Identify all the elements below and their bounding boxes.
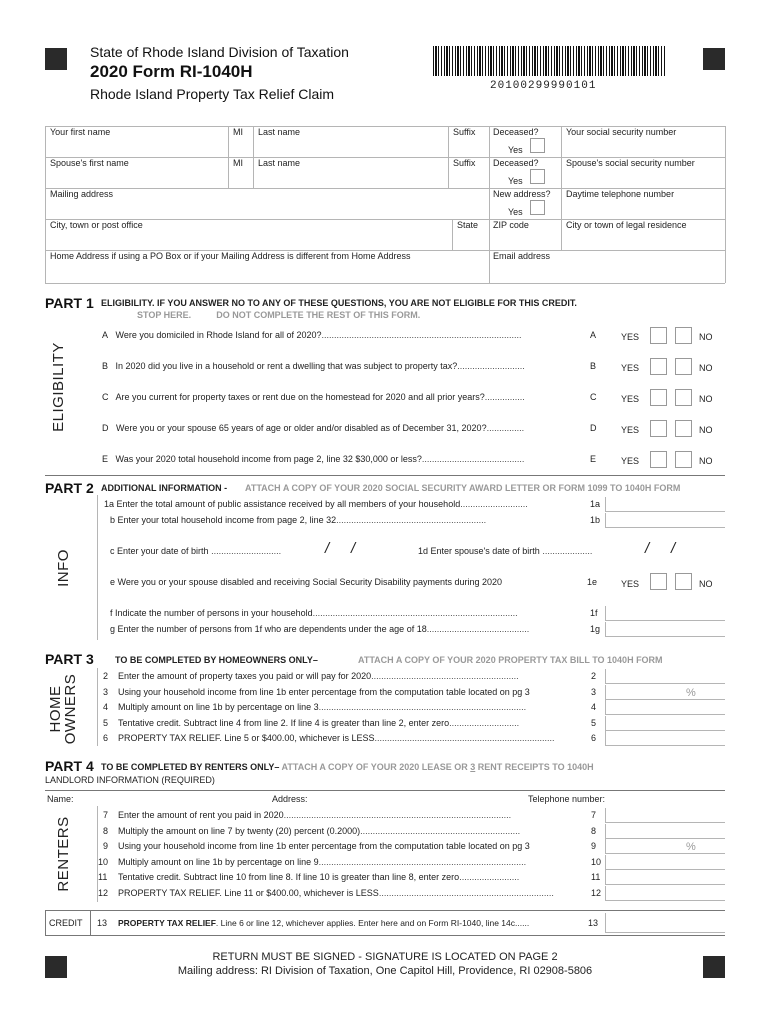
line-1b-text: b Enter your total household income from page 2, line 32............................................................ xyxy=(110,515,487,525)
line-1b-number: 1b xyxy=(590,515,601,525)
landlord-telephone-field[interactable] xyxy=(615,792,725,806)
part1-subtitle: STOP HERE. DO NOT COMPLETE THE REST OF THIS FORM. xyxy=(137,310,421,320)
eligibility-c-yes-checkbox[interactable] xyxy=(650,389,667,406)
line-11-text: Tentative credit. Subtract line 10 from line 8. If line 10 is greater than line 8, enter zero........................ xyxy=(118,872,520,883)
line-1a-amount-field[interactable] xyxy=(605,497,725,512)
ssn-field[interactable] xyxy=(562,138,725,156)
mailing-address-notice: Mailing address: RI Division of Taxation, One Capitol Hill, Providence, RI 02908-5806 xyxy=(177,965,593,977)
part2-label: PART 2 xyxy=(45,480,94,496)
spouse-last-name-field[interactable] xyxy=(254,169,448,187)
spouse-deceased-yes-label: Yes xyxy=(508,176,523,186)
homeowners-side-label: HOME OWNERS xyxy=(47,673,79,745)
line-1d-text: 1d Enter spouse's date of birth .................... xyxy=(418,546,593,556)
city-field[interactable] xyxy=(46,231,452,249)
eligibility-question-a-letter: A xyxy=(590,330,597,340)
landlord-info-label: LANDLORD INFORMATION (REQUIRED) xyxy=(45,775,215,785)
line-8-number: 8 xyxy=(591,825,597,836)
part4-title: TO BE COMPLETED BY RENTERS ONLY– ATTACH A COPY OF YOUR 2020 LEASE OR 3 RENT RECEIPTS TO 1040H xyxy=(101,762,594,772)
first-name-field[interactable] xyxy=(46,138,228,156)
landlord-telephone-label: Telephone number: xyxy=(528,794,606,804)
line-1b-amount-field[interactable] xyxy=(605,513,725,528)
line-6-text: PROPERTY TAX RELIEF. Line 5 or $400.00, whichever is LESS........................................................................ xyxy=(118,733,555,743)
line-2-amount-field[interactable] xyxy=(605,669,725,684)
line-8-number-left: 8 xyxy=(103,825,109,836)
line-1f-field[interactable] xyxy=(605,606,725,621)
last-name-field[interactable] xyxy=(254,138,448,156)
line-8-amount-field[interactable] xyxy=(605,824,725,839)
suffix-label: Suffix xyxy=(453,127,476,137)
zip-field[interactable] xyxy=(490,231,561,249)
eligibility-side-label: ELIGIBILITY xyxy=(50,342,67,432)
eligibility-e-no-label: NO xyxy=(699,456,713,466)
phone-field[interactable] xyxy=(562,200,725,218)
info-side-label: INFO xyxy=(55,549,72,587)
line-1e-no-label: NO xyxy=(699,579,713,589)
form-title: 2020 Form RI-1040H xyxy=(90,62,253,81)
first-name-label: Your first name xyxy=(50,127,111,137)
mailing-address-field[interactable] xyxy=(46,200,489,218)
deceased-label: Deceased? xyxy=(493,127,539,137)
line-1g-text: g Enter the number of persons from 1f who are dependents under the age of 18......................................... xyxy=(110,624,530,634)
line-7-amount-field[interactable] xyxy=(605,808,725,823)
line-5-number: 5 xyxy=(591,717,597,728)
line-12-number-left: 12 xyxy=(98,888,109,898)
registration-mark-top-right xyxy=(703,48,725,70)
part2-title-grey: ATTACH A COPY OF YOUR 2020 SOCIAL SECURITY AWARD LETTER OR FORM 1099 TO 1040H FORM xyxy=(245,483,681,493)
ssn-label: Your social security number xyxy=(566,127,677,137)
landlord-address-label: Address: xyxy=(272,794,308,804)
line-4-text: Multiply amount on line 1b by percentage on line 3................................................................................... xyxy=(118,702,527,712)
barcode xyxy=(433,46,665,76)
line-7-number: 7 xyxy=(591,810,597,820)
line-1f-text: f Indicate the number of persons in your household.................................................................................. xyxy=(110,608,518,618)
line-9-number: 9 xyxy=(591,841,597,852)
eligibility-b-yes-checkbox[interactable] xyxy=(650,358,667,375)
spouse-deceased-label: Deceased? xyxy=(493,158,539,168)
line-11-amount-field[interactable] xyxy=(605,870,725,885)
spouse-last-name-label: Last name xyxy=(258,158,301,168)
eligibility-a-no-label: NO xyxy=(699,332,713,342)
line-10-amount-field[interactable] xyxy=(605,855,725,870)
mailing-address-label: Mailing address xyxy=(50,189,114,199)
form-id-number: 20100299990101 xyxy=(490,80,597,92)
line-1e-number: 1e xyxy=(587,577,598,587)
zip-label: ZIP code xyxy=(493,220,529,230)
line-12-amount-field[interactable] xyxy=(605,886,725,901)
eligibility-question-c-letter: C xyxy=(590,392,597,402)
eligibility-question-e: E Was your 2020 total household income from page 2, line 32 $30,000 or less?......................................... xyxy=(102,454,525,464)
line-1g-field[interactable] xyxy=(605,622,725,637)
spouse-ssn-label: Spouse's social security number xyxy=(566,158,695,168)
eligibility-b-no-label: NO xyxy=(699,363,713,373)
eligibility-question-d: D Were you or your spouse 65 years of age or older and/or disabled as of December 31, 2020?............... xyxy=(102,423,525,433)
part3-title: TO BE COMPLETED BY HOMEOWNERS ONLY– xyxy=(115,655,318,665)
eligibility-a-no-checkbox[interactable] xyxy=(675,327,692,344)
mi-label: MI xyxy=(233,127,243,137)
line-9-text: Using your household income from line 1b enter percentage from the computation table located on pg 3 xyxy=(118,841,530,852)
spouse-ssn-field[interactable] xyxy=(562,169,725,187)
new-address-yes-checkbox[interactable] xyxy=(530,200,545,215)
part3-title-grey: ATTACH A COPY OF YOUR 2020 PROPERTY TAX BILL TO 1040H FORM xyxy=(358,655,663,665)
line-5-amount-field[interactable] xyxy=(605,716,725,731)
line-1c-text: c Enter your date of birth ............................ xyxy=(110,546,282,556)
new-address-label: New address? xyxy=(493,189,551,199)
state-label: State xyxy=(457,220,479,230)
landlord-name-field[interactable] xyxy=(77,792,267,806)
line-1e-no-checkbox[interactable] xyxy=(675,573,692,590)
eligibility-question-e-letter: E xyxy=(590,454,597,464)
renters-side-label: RENTERS xyxy=(55,816,72,892)
line-10-text: Multiply amount on line 1b by percentage on line 9................................................................................... xyxy=(118,856,527,867)
city-label: City, town or post office xyxy=(50,220,143,230)
line-1e-yes-label: YES xyxy=(621,579,640,589)
eligibility-e-yes-label: YES xyxy=(621,456,640,466)
line-6-number-left: 6 xyxy=(103,733,109,743)
eligibility-question-d-letter: D xyxy=(590,423,597,433)
line-10-number: 10 xyxy=(591,856,602,867)
eligibility-d-no-checkbox[interactable] xyxy=(675,420,692,437)
eligibility-a-yes-checkbox[interactable] xyxy=(650,327,667,344)
line-5-text: Tentative credit. Subtract line 4 from line 2. If line 4 is greater than line 2, enter zero............................ xyxy=(118,717,520,728)
credit-label: CREDIT xyxy=(49,918,83,928)
email-field[interactable] xyxy=(490,263,725,282)
eligibility-b-yes-label: YES xyxy=(621,363,640,373)
line-13-amount-field[interactable] xyxy=(605,913,725,933)
email-label: Email address xyxy=(493,251,551,261)
deceased-yes-label: Yes xyxy=(508,145,523,155)
eligibility-c-yes-label: YES xyxy=(621,394,640,404)
eligibility-c-no-checkbox[interactable] xyxy=(675,389,692,406)
part1-title: ELIGIBILITY. IF YOU ANSWER NO TO ANY OF THESE QUESTIONS, YOU ARE NOT ELIGIBLE FOR THIS CREDIT. xyxy=(101,298,577,308)
line-3-number: 3 xyxy=(591,686,597,697)
eligibility-question-b-letter: B xyxy=(590,361,597,371)
credit-line-text: PROPERTY TAX RELIEF. Line 6 or line 12, whichever applies. Enter here and on Form RI-1040, line 14c...... xyxy=(118,918,530,928)
line-4-number-left: 4 xyxy=(103,702,109,712)
eligibility-question-a: A Were you domiciled in Rhode Island for all of 2020?................................................................................ xyxy=(102,330,522,340)
suffix-field[interactable] xyxy=(449,138,489,156)
line-1e-yes-checkbox[interactable] xyxy=(650,573,667,590)
registration-mark-top-left xyxy=(45,48,67,70)
line-7-text: Enter the amount of rent you paid in 2020........................................................................................... xyxy=(118,810,512,820)
credit-line-number: 13 xyxy=(97,918,108,928)
phone-label: Daytime telephone number xyxy=(566,189,675,199)
legal-residence-label: City or town of legal residence xyxy=(566,220,687,230)
home-address-field[interactable] xyxy=(46,263,489,282)
eligibility-d-yes-checkbox[interactable] xyxy=(650,420,667,437)
eligibility-question-c: C Are you current for property taxes or rent due on the homestead for 2020 and all prior years?................ xyxy=(102,392,525,402)
line-11-number-left: 11 xyxy=(98,872,108,883)
line-9-amount-field[interactable] xyxy=(605,839,725,854)
eligibility-e-yes-checkbox[interactable] xyxy=(650,451,667,468)
spouse-mi-label: MI xyxy=(233,158,243,168)
spouse-first-name-field[interactable] xyxy=(46,169,228,187)
line-3-text: Using your household income from line 1b enter percentage from the computation table located on pg 3 xyxy=(118,686,530,697)
signature-notice: RETURN MUST BE SIGNED - SIGNATURE IS LOCATED ON PAGE 2 xyxy=(212,951,558,963)
line-2-number-left: 2 xyxy=(103,671,109,681)
line-1a-text: 1a Enter the total amount of public assistance received by all members of your household........................... xyxy=(104,499,528,509)
line-2-text: Enter the amount of property taxes you paid or will pay for 2020........................................................... xyxy=(118,671,519,681)
spouse-deceased-yes-checkbox[interactable] xyxy=(530,169,545,184)
line-5-number-left: 5 xyxy=(103,717,109,728)
line-9-number-left: 9 xyxy=(103,841,109,852)
state-field[interactable] xyxy=(453,231,489,249)
line-11-number: 11 xyxy=(591,872,601,883)
spouse-suffix-label: Suffix xyxy=(453,158,476,168)
spouse-suffix-field[interactable] xyxy=(449,169,489,187)
line-12-text: PROPERTY TAX RELIEF. Line 11 or $400.00, whichever is LESS...................................................................... xyxy=(118,888,554,898)
line-6-amount-field[interactable] xyxy=(605,731,725,746)
agency-name: State of Rhode Island Division of Taxation xyxy=(90,44,349,60)
deceased-yes-checkbox[interactable] xyxy=(530,138,545,153)
line-4-amount-field[interactable] xyxy=(605,700,725,715)
eligibility-d-no-label: NO xyxy=(699,425,713,435)
line-10-number-left: 10 xyxy=(98,856,109,867)
home-address-label: Home Address if using a PO Box or if your Mailing Address is different from Home Address xyxy=(50,251,411,261)
line-9-percent-sign: % xyxy=(686,841,696,854)
eligibility-question-b: B In 2020 did you live in a household or rent a dwelling that was subject to property tax?........................... xyxy=(102,361,525,371)
new-address-yes-label: Yes xyxy=(508,207,523,217)
form-subtitle: Rhode Island Property Tax Relief Claim xyxy=(90,86,335,102)
last-name-label: Last name xyxy=(258,127,301,137)
line-12-number: 12 xyxy=(591,888,602,898)
landlord-name-label: Name: xyxy=(47,794,74,804)
part4-label: PART 4 xyxy=(45,758,94,774)
eligibility-b-no-checkbox[interactable] xyxy=(675,358,692,375)
eligibility-a-yes-label: YES xyxy=(621,332,640,342)
line-8-text: Multiply the amount on line 7 by twenty (20) percent (0.2000)................................................................ xyxy=(118,825,521,836)
mi-field[interactable] xyxy=(229,138,253,156)
line-7-number-left: 7 xyxy=(103,810,109,820)
line-1a-number: 1a xyxy=(590,499,601,509)
part3-label: PART 3 xyxy=(45,651,94,667)
eligibility-c-no-label: NO xyxy=(699,394,713,404)
spouse-mi-field[interactable] xyxy=(229,169,253,187)
line-13-number: 13 xyxy=(588,918,599,928)
part1-label: PART 1 xyxy=(45,295,94,311)
line-2-number: 2 xyxy=(591,671,597,681)
line-3-number-left: 3 xyxy=(103,686,109,697)
line-1f-number: 1f xyxy=(590,608,598,618)
part2-title: ADDITIONAL INFORMATION - xyxy=(101,483,228,493)
line-3-percent-sign: % xyxy=(686,686,696,699)
line-6-number: 6 xyxy=(591,733,597,743)
spouse-first-name-label: Spouse's first name xyxy=(50,158,129,168)
eligibility-d-yes-label: YES xyxy=(621,425,640,435)
eligibility-e-no-checkbox[interactable] xyxy=(675,451,692,468)
legal-residence-field[interactable] xyxy=(562,231,725,249)
line-1e-text: e Were you or your spouse disabled and receiving Social Security Disability payments during 2020 xyxy=(110,577,503,587)
line-3-amount-field[interactable] xyxy=(605,685,725,700)
landlord-address-field[interactable] xyxy=(315,792,520,806)
line-1g-number: 1g xyxy=(590,624,601,634)
line-4-number: 4 xyxy=(591,702,597,712)
